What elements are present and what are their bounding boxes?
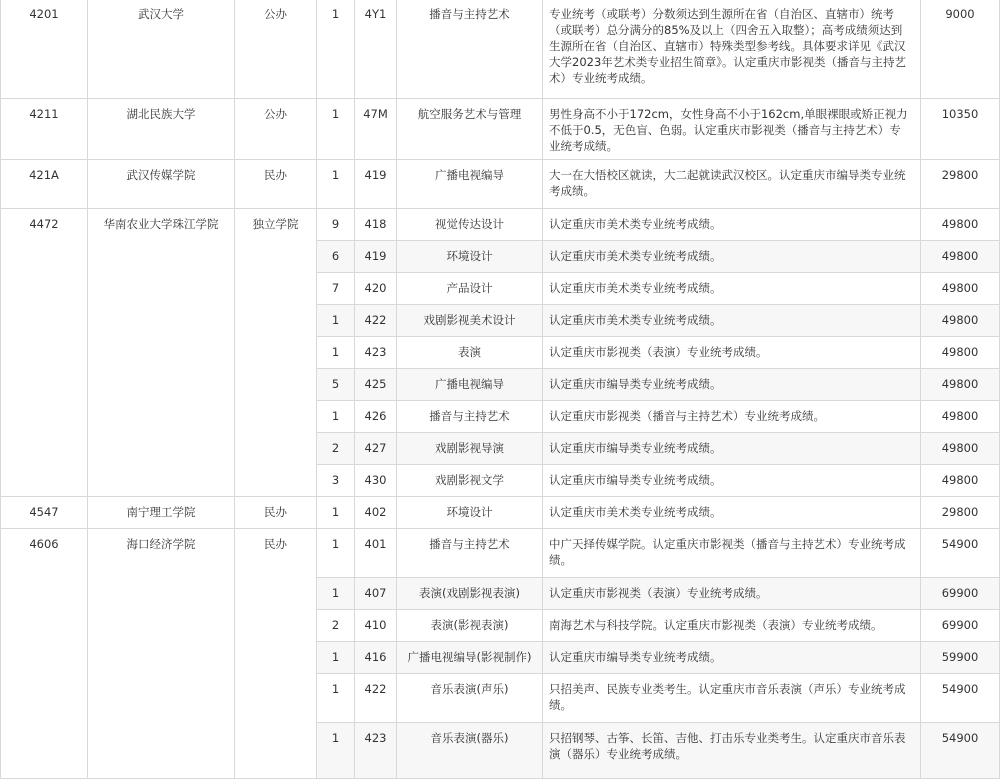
- table-row: [1, 209, 1000, 241]
- major-remark: 认定重庆市美术类专业统考成绩。: [543, 273, 921, 305]
- major-code: 426: [355, 401, 397, 433]
- plan-count: 1: [317, 497, 355, 529]
- major-name: 视觉传达设计: [397, 209, 543, 241]
- tuition-fee: 49800: [921, 273, 1000, 305]
- tuition-fee: 54900: [921, 529, 1000, 578]
- major-name: 播音与主持艺术: [397, 529, 543, 578]
- school-type: 独立学院: [235, 209, 317, 497]
- plan-count: 1: [317, 642, 355, 674]
- school-type: 公办: [235, 99, 317, 160]
- plan-count: 7: [317, 273, 355, 305]
- major-code: 423: [355, 723, 397, 779]
- plan-count: 1: [317, 674, 355, 723]
- major-remark: 认定重庆市编导类专业统考成绩。: [543, 433, 921, 465]
- tuition-fee: 69900: [921, 610, 1000, 642]
- table-row: [1, 99, 1000, 160]
- major-code: 419: [355, 241, 397, 273]
- major-remark: 认定重庆市影视类（表演）专业统考成绩。: [543, 337, 921, 369]
- tuition-fee: 54900: [921, 723, 1000, 779]
- school-name: 南宁理工学院: [88, 497, 235, 529]
- major-name: 音乐表演(声乐): [397, 674, 543, 723]
- major-code: 430: [355, 465, 397, 497]
- major-code: 410: [355, 610, 397, 642]
- major-remark: 认定重庆市美术类专业统考成绩。: [543, 305, 921, 337]
- major-remark: 只招美声、民族专业类考生。认定重庆市音乐表演（声乐）专业统考成绩。: [543, 674, 921, 723]
- plan-count: 6: [317, 241, 355, 273]
- major-name: 环境设计: [397, 241, 543, 273]
- major-remark: 认定重庆市编导类专业统考成绩。: [543, 369, 921, 401]
- plan-count: 9: [317, 209, 355, 241]
- major-name: 播音与主持艺术: [397, 401, 543, 433]
- major-code: 425: [355, 369, 397, 401]
- major-code: 423: [355, 337, 397, 369]
- plan-count: 1: [317, 401, 355, 433]
- tuition-fee: 29800: [921, 497, 1000, 529]
- major-remark: 认定重庆市美术类专业统考成绩。: [543, 209, 921, 241]
- major-code: 47M: [355, 99, 397, 160]
- tuition-fee: 69900: [921, 578, 1000, 610]
- school-name: 湖北民族大学: [88, 99, 235, 160]
- tuition-fee: 59900: [921, 642, 1000, 674]
- tuition-fee: 49800: [921, 305, 1000, 337]
- major-code: 4Y1: [355, 0, 397, 99]
- plan-count: 1: [317, 529, 355, 578]
- major-code: 402: [355, 497, 397, 529]
- school-name: 武汉传媒学院: [88, 160, 235, 209]
- plan-count: 1: [317, 99, 355, 160]
- school-type: 民办: [235, 529, 317, 779]
- school-name: 海口经济学院: [88, 529, 235, 779]
- major-name: 表演(影视表演): [397, 610, 543, 642]
- major-name: 航空服务艺术与管理: [397, 99, 543, 160]
- tuition-fee: 49800: [921, 465, 1000, 497]
- major-name: 广播电视编导: [397, 369, 543, 401]
- major-code: 416: [355, 642, 397, 674]
- school-code: 4201: [1, 0, 88, 99]
- major-remark: 认定重庆市影视类（播音与主持艺术）专业统考成绩。: [543, 401, 921, 433]
- school-type: 民办: [235, 160, 317, 209]
- school-code: 4606: [1, 529, 88, 779]
- school-name: 武汉大学: [88, 0, 235, 99]
- school-type: 民办: [235, 497, 317, 529]
- major-name: 播音与主持艺术: [397, 0, 543, 99]
- major-remark: 专业统考（或联考）分数须达到生源所在省（自治区、直辖市）统考（或联考）总分满分的85%及以上（四舍五入取整）；高考成绩须达到生源所在省（自治区、直辖市）特殊类型参考线。具体要求详见《武汉大学2023年艺术类专业招生简章》。认定重庆市影视类（播音与主持艺术）专业统考成绩。: [543, 0, 921, 99]
- tuition-fee: 54900: [921, 674, 1000, 723]
- table-row: [1, 0, 1000, 99]
- major-code: 427: [355, 433, 397, 465]
- major-name: 戏剧影视导演: [397, 433, 543, 465]
- table-row: [1, 497, 1000, 529]
- major-code: 419: [355, 160, 397, 209]
- major-name: 表演: [397, 337, 543, 369]
- major-remark: 认定重庆市编导类专业统考成绩。: [543, 465, 921, 497]
- tuition-fee: 49800: [921, 209, 1000, 241]
- major-remark: 认定重庆市美术类专业统考成绩。: [543, 241, 921, 273]
- major-remark: 认定重庆市美术类专业统考成绩。: [543, 497, 921, 529]
- major-name: 戏剧影视美术设计: [397, 305, 543, 337]
- major-code: 422: [355, 674, 397, 723]
- major-name: 广播电视编导: [397, 160, 543, 209]
- major-code: 401: [355, 529, 397, 578]
- school-code: 4472: [1, 209, 88, 497]
- major-code: 420: [355, 273, 397, 305]
- plan-count: 1: [317, 160, 355, 209]
- school-name: 华南农业大学珠江学院: [88, 209, 235, 497]
- major-code: 422: [355, 305, 397, 337]
- plan-count: 1: [317, 305, 355, 337]
- major-name: 音乐表演(器乐): [397, 723, 543, 779]
- major-remark: 认定重庆市编导类专业统考成绩。: [543, 642, 921, 674]
- tuition-fee: 29800: [921, 160, 1000, 209]
- major-remark: 只招钢琴、古筝、长笛、吉他、打击乐专业类考生。认定重庆市音乐表演（器乐）专业统考成绩。: [543, 723, 921, 779]
- tuition-fee: 49800: [921, 401, 1000, 433]
- tuition-fee: 9000: [921, 0, 1000, 99]
- major-code: 407: [355, 578, 397, 610]
- major-remark: 认定重庆市影视类（表演）专业统考成绩。: [543, 578, 921, 610]
- tuition-fee: 10350: [921, 99, 1000, 160]
- plan-count: 5: [317, 369, 355, 401]
- plan-count: 3: [317, 465, 355, 497]
- major-remark: 南海艺术与科技学院。认定重庆市影视类（表演）专业统考成绩。: [543, 610, 921, 642]
- school-code: 4547: [1, 497, 88, 529]
- plan-count: 1: [317, 0, 355, 99]
- major-name: 戏剧影视文学: [397, 465, 543, 497]
- tuition-fee: 49800: [921, 337, 1000, 369]
- plan-count: 1: [317, 723, 355, 779]
- school-code: 421A: [1, 160, 88, 209]
- tuition-fee: 49800: [921, 369, 1000, 401]
- major-name: 广播电视编导(影视制作): [397, 642, 543, 674]
- major-remark: 中广天择传媒学院。认定重庆市影视类（播音与主持艺术）专业统考成绩。: [543, 529, 921, 578]
- major-remark: 男性身高不小于172cm，女性身高不小于162cm,单眼裸眼或矫正视力不低于0.5，无色盲、色弱。认定重庆市影视类（播音与主持艺术）专业统考成绩。: [543, 99, 921, 160]
- plan-count: 2: [317, 433, 355, 465]
- plan-count: 1: [317, 337, 355, 369]
- major-remark: 大一在大悟校区就读，大二起就读武汉校区。认定重庆市编导类专业统考成绩。: [543, 160, 921, 209]
- table-row: [1, 529, 1000, 578]
- school-code: 4211: [1, 99, 88, 160]
- major-name: 产品设计: [397, 273, 543, 305]
- major-code: 418: [355, 209, 397, 241]
- table-row: [1, 160, 1000, 209]
- plan-count: 2: [317, 610, 355, 642]
- major-name: 表演(戏剧影视表演): [397, 578, 543, 610]
- school-type: 公办: [235, 0, 317, 99]
- tuition-fee: 49800: [921, 433, 1000, 465]
- major-name: 环境设计: [397, 497, 543, 529]
- plan-count: 1: [317, 578, 355, 610]
- tuition-fee: 49800: [921, 241, 1000, 273]
